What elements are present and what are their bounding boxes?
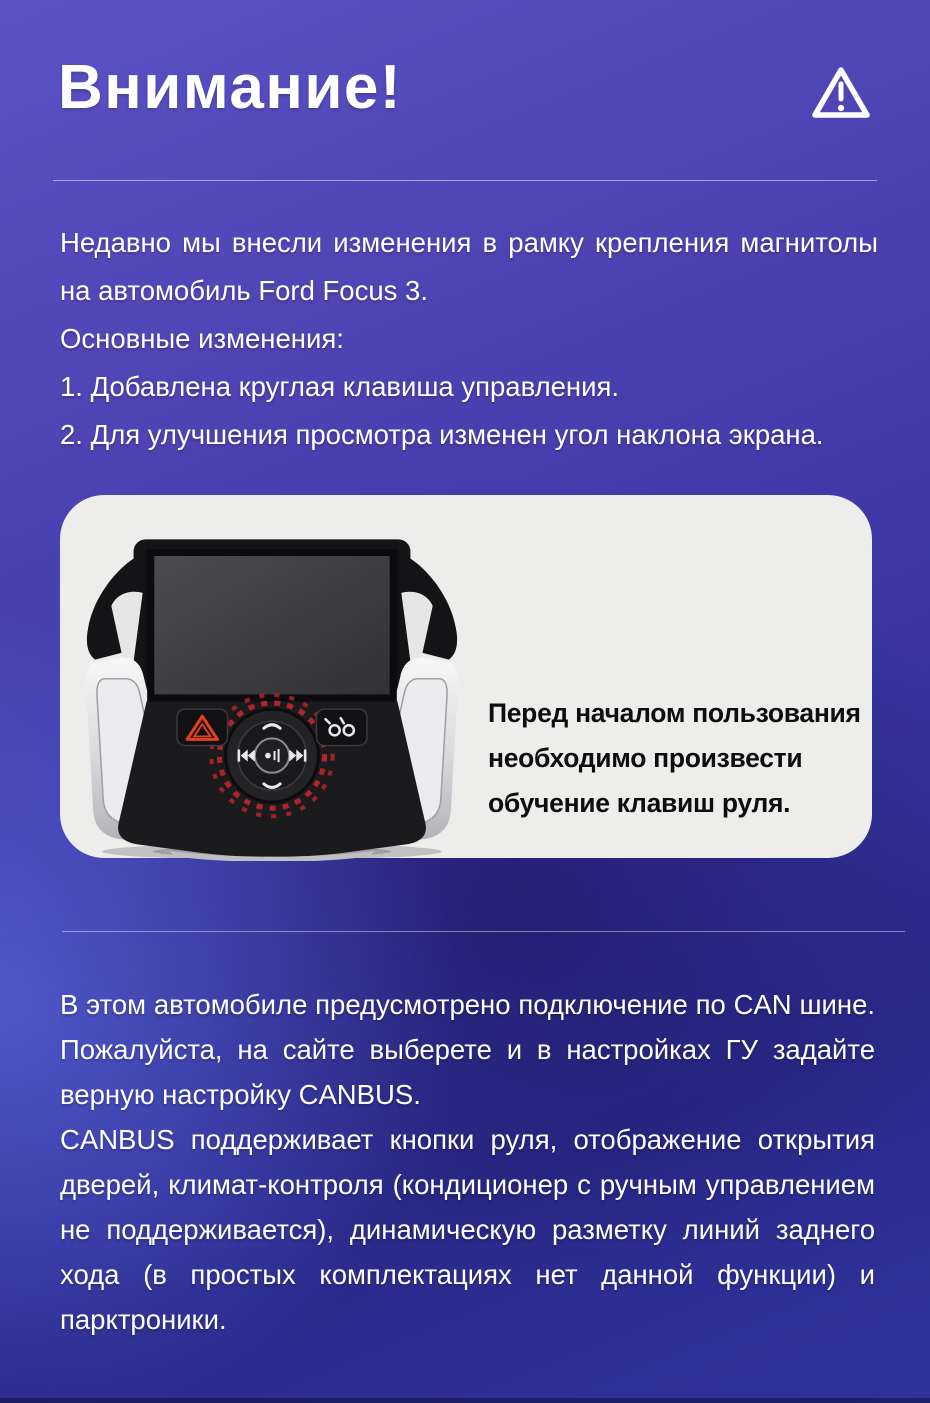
bottom-edge-strip [0,1398,930,1403]
top-divider [53,180,877,181]
page-title: Внимание! [58,53,403,122]
intro-paragraph: Недавно мы внесли изменения в рамку крепления магнитолы на автомобиль Ford Focus 3. [60,227,878,306]
change-item-1: 1. Добавлена круглая клавиша управления. [60,371,619,402]
ford-focus-3-head-unit-photo [80,539,464,861]
canbus-text [60,982,875,1342]
card-note-line-3: обучение клавиш руля. [488,788,791,818]
voice-button [316,709,367,745]
intro-text [60,219,878,459]
warning-triangle-icon [810,64,872,120]
canbus-paragraph-1: В этом автомобиле предусмотрено подключение по CAN шине. Пожалуйста, на сайте выберете и в настройках ГУ задайте верную настройку CANBUS. [60,989,875,1110]
canbus-paragraph-2: CANBUS поддерживает кнопки руля, отображение открытия дверей, климат-контроля (кондиционер с ручным управлением не поддерживается), динамическую разметку линий заднего хода (в простых комплектациях нет данной функции) и парктроники. [60,1124,875,1335]
changes-heading: Основные изменения: [60,323,344,354]
change-item-2: 2. Для улучшения просмотра изменен угол наклона экрана. [60,419,824,450]
unit-screen [151,552,394,698]
card-note [488,691,861,826]
info-card [60,495,872,858]
ok-button-icon [265,753,271,759]
card-note-line-2: необходимо произвести [488,743,803,773]
card-note-line-1: Перед началом пользования [488,698,861,728]
hazard-button [177,709,228,745]
bottom-divider [62,931,905,932]
